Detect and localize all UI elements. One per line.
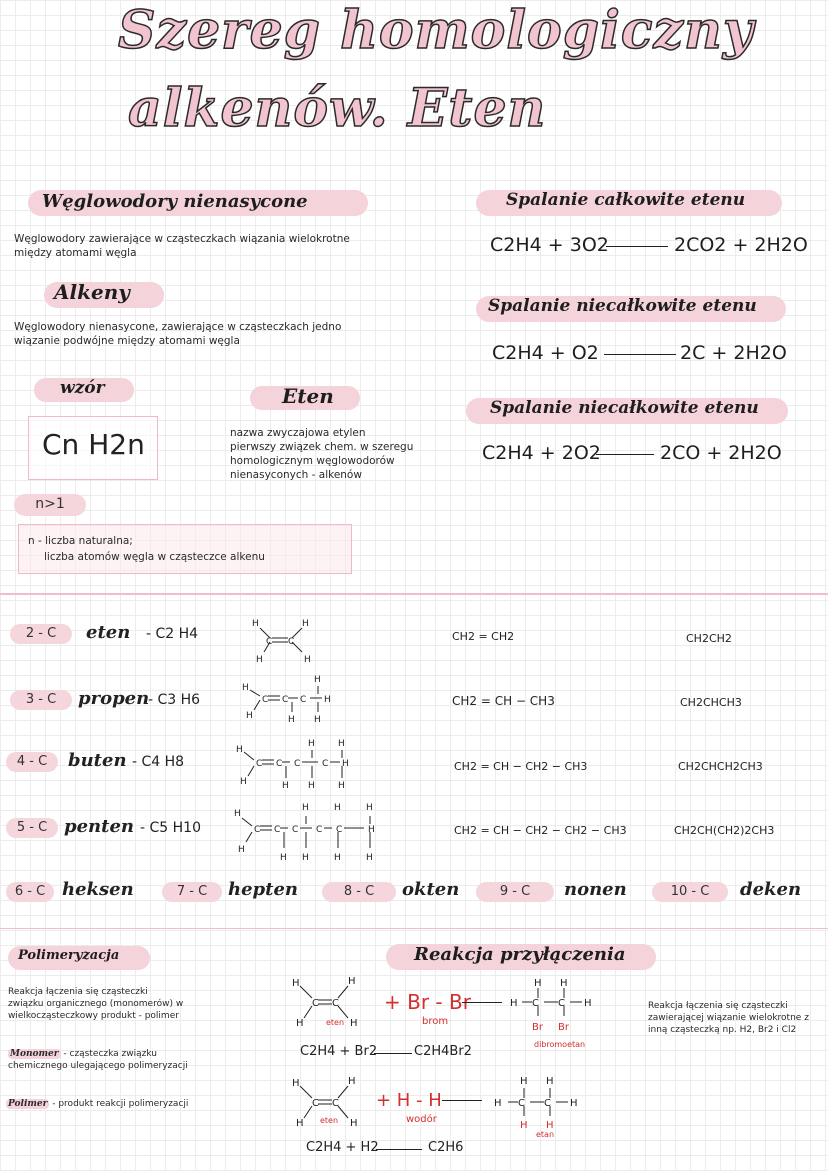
more-alkene-5-tag: 10 - C <box>652 882 728 902</box>
svg-text:H: H <box>252 619 259 629</box>
reaction-arrow <box>604 354 676 355</box>
unsaturated-heading: Węglowodory nienasycone <box>42 191 308 212</box>
svg-text:Br: Br <box>558 1022 569 1033</box>
svg-text:H: H <box>520 1120 528 1131</box>
addition-eq2-right: C2H6 <box>428 1140 464 1155</box>
svg-text:C: C <box>274 825 281 835</box>
svg-text:H: H <box>234 809 241 819</box>
combustion-1-right: 2CO2 + 2H2O <box>674 234 808 256</box>
series-row-1-name: eten <box>86 622 131 643</box>
svg-text:C: C <box>312 998 319 1009</box>
svg-text:H: H <box>570 1098 578 1109</box>
svg-text:H: H <box>324 695 331 705</box>
reaction-arrow <box>376 1149 422 1150</box>
formula-note-line2: liczba atomów węgla w cząsteczce alkenu <box>44 551 265 563</box>
addition-reagent-1-name: brom <box>422 1016 449 1027</box>
svg-text:H: H <box>292 1078 300 1089</box>
svg-text:H: H <box>348 976 356 987</box>
combustion-1-heading: Spalanie całkowite etenu <box>506 190 746 210</box>
reaction-arrow <box>596 454 654 455</box>
polymerization-heading: Polimeryzacja <box>18 948 120 963</box>
formula-note-box <box>18 524 352 574</box>
reaction-arrow <box>374 1053 412 1054</box>
ethene-text-line4: nienasyconych - alkenów <box>230 469 362 481</box>
monomer-term: Monomer <box>10 1049 59 1059</box>
monomer-definition: - cząsteczka związku chemicznego ulegającego polimeryzacji <box>8 1049 188 1071</box>
svg-text:C: C <box>276 759 283 769</box>
polymer-term: Polimer <box>8 1099 48 1109</box>
series-row-3-molecular: - C4 H8 <box>132 754 185 770</box>
svg-text:H: H <box>348 1076 356 1087</box>
reaction-arrow <box>442 1100 482 1101</box>
svg-text:C: C <box>294 759 301 769</box>
addition-reagent-1: + Br - Br <box>384 990 471 1014</box>
svg-text:C: C <box>288 637 295 647</box>
series-row-3-tag: 4 - C <box>6 752 58 772</box>
alkenes-heading: Alkeny <box>54 280 130 304</box>
more-alkene-1-name: heksen <box>62 879 134 900</box>
section-divider <box>0 593 828 595</box>
page-title-line2: alkenów. Eten <box>128 78 547 139</box>
svg-text:H: H <box>296 1018 304 1029</box>
ethene-text-line1: nazwa zwyczajowa etylen <box>230 427 366 439</box>
structural-formulas <box>228 608 408 878</box>
svg-text:H: H <box>242 683 249 693</box>
series-row-2-name: propen <box>78 688 150 709</box>
series-row-2-semi: CH2 = CH − CH3 <box>452 694 555 708</box>
series-row-1-semi: CH2 = CH2 <box>452 630 515 643</box>
svg-text:C: C <box>256 759 263 769</box>
more-alkene-4-tag: 9 - C <box>476 882 554 902</box>
svg-text:C: C <box>336 825 343 835</box>
series-row-2-condensed: CH2CHCH3 <box>680 696 742 709</box>
svg-text:C: C <box>312 1098 319 1109</box>
formula-condition: n>1 <box>14 494 86 516</box>
more-alkene-2-name: hepten <box>228 879 298 900</box>
svg-text:H: H <box>302 853 309 863</box>
addition-reagent-2-name: wodór <box>406 1114 437 1125</box>
addition-eq1-left: C2H4 + Br2 <box>300 1044 378 1059</box>
combustion-2-left: C2H4 + O2 <box>492 342 599 364</box>
formula-heading: wzór <box>60 378 105 398</box>
svg-text:H: H <box>560 978 568 989</box>
svg-text:H: H <box>368 825 375 835</box>
svg-text:H: H <box>546 1120 554 1131</box>
svg-text:C: C <box>292 825 299 835</box>
unsaturated-text: Węglowodory zawierające w cząsteczkach wiązania wielokrotne między atomami węgla <box>14 233 350 259</box>
series-row-4-semi: CH2 = CH − CH2 − CH2 − CH3 <box>454 824 627 837</box>
svg-text:H: H <box>308 781 315 791</box>
svg-text:H: H <box>494 1098 502 1109</box>
svg-text:Br: Br <box>532 1022 543 1033</box>
svg-text:H: H <box>520 1076 528 1087</box>
svg-text:H: H <box>246 711 253 721</box>
series-row-1-molecular: - C2 H4 <box>146 626 199 642</box>
combustion-3-heading: Spalanie niecałkowite etenu <box>490 398 759 418</box>
svg-text:H: H <box>236 745 243 755</box>
polymerization-definition: Reakcja łączenia się cząsteczki związku organicznego (monomerów) w wielkocząsteczkowy produkt - polimer <box>8 987 184 1021</box>
svg-text:H: H <box>302 619 309 629</box>
svg-text:H: H <box>584 998 592 1009</box>
svg-text:C: C <box>316 825 323 835</box>
reaction-arrow <box>462 1002 502 1003</box>
more-alkene-4-name: nonen <box>564 879 627 900</box>
svg-text:H: H <box>546 1076 554 1087</box>
svg-text:H: H <box>350 1118 358 1129</box>
series-row-3-name: buten <box>68 750 127 771</box>
ethene-text-line2: pierwszy związek chem. w szeregu <box>230 441 414 453</box>
series-row-2-molecular: - C3 H6 <box>148 692 201 708</box>
section-divider <box>0 928 828 929</box>
addition-eq2-left: C2H4 + H2 <box>306 1140 379 1155</box>
svg-text:C: C <box>532 998 539 1009</box>
series-row-1-tag: 2 - C <box>10 624 72 644</box>
addition-ethene-label-1: eten <box>326 1018 345 1027</box>
svg-text:H: H <box>292 978 300 989</box>
combustion-1-left: C2H4 + 3O2 <box>490 234 609 256</box>
formula-note-line1: n - liczba naturalna; <box>28 535 133 547</box>
svg-text:H: H <box>334 803 341 813</box>
svg-text:H: H <box>534 978 542 989</box>
series-row-3-condensed: CH2CHCH2CH3 <box>678 760 763 773</box>
svg-text:C: C <box>262 695 269 705</box>
more-alkene-2-tag: 7 - C <box>162 882 222 902</box>
svg-text:H: H <box>256 655 263 665</box>
more-alkene-3-name: okten <box>402 879 460 900</box>
svg-text:C: C <box>322 759 329 769</box>
addition-product-2-name: etan <box>536 1130 555 1139</box>
svg-text:H: H <box>510 998 518 1009</box>
series-row-4-molecular: - C5 H10 <box>140 820 201 836</box>
svg-text:C: C <box>332 1098 339 1109</box>
svg-text:H: H <box>338 781 345 791</box>
svg-text:H: H <box>288 715 295 725</box>
ethene-heading: Eten <box>282 384 334 408</box>
combustion-2-right: 2C + 2H2O <box>680 342 787 364</box>
svg-text:C: C <box>282 695 289 705</box>
more-alkene-1-tag: 6 - C <box>6 882 54 902</box>
general-formula: Cn H2n <box>42 428 145 461</box>
svg-text:C: C <box>332 998 339 1009</box>
ethene-text-line3: homologicznym węglowodorów <box>230 455 395 467</box>
series-row-4-tag: 5 - C <box>6 818 58 838</box>
addition-note: Reakcja łączenia się cząsteczki zawierającej wiązanie wielokrotne z inną cząsteczką np. H2, Br2 i Cl2 <box>648 1001 809 1035</box>
combustion-3-left: C2H4 + 2O2 <box>482 442 601 464</box>
svg-text:H: H <box>282 781 289 791</box>
combustion-2-heading: Spalanie niecałkowite etenu <box>488 296 757 316</box>
svg-text:H: H <box>302 803 309 813</box>
svg-text:H: H <box>342 759 349 769</box>
svg-text:C: C <box>558 998 565 1009</box>
svg-text:H: H <box>296 1118 304 1129</box>
reaction-arrow <box>606 246 668 247</box>
series-row-1-condensed: CH2CH2 <box>686 632 732 645</box>
series-row-4-condensed: CH2CH(CH2)2CH3 <box>674 824 775 837</box>
addition-product-1-name: dibromoetan <box>534 1040 586 1049</box>
svg-text:H: H <box>308 739 315 749</box>
svg-text:H: H <box>350 1018 358 1029</box>
svg-text:C: C <box>300 695 307 705</box>
series-row-3-semi: CH2 = CH − CH2 − CH3 <box>454 760 588 773</box>
svg-text:H: H <box>304 655 311 665</box>
svg-text:C: C <box>254 825 261 835</box>
addition-ethene-label-2: eten <box>320 1116 339 1125</box>
page-title-line1: Szereg homologiczny <box>118 0 755 61</box>
svg-text:C: C <box>266 637 273 647</box>
addition-heading: Reakcja przyłączenia <box>414 944 626 965</box>
svg-text:H: H <box>238 845 245 855</box>
svg-text:H: H <box>314 675 321 685</box>
addition-reagent-2: + H - H <box>376 1090 442 1111</box>
more-alkene-5-name: deken <box>740 879 802 900</box>
alkenes-text: Węglowodory nienasycone, zawierające w cząsteczkach jedno wiązanie podwójne między atomami węgla <box>14 321 342 347</box>
addition-eq1-right: C2H4Br2 <box>414 1044 472 1059</box>
svg-text:C: C <box>544 1098 551 1109</box>
polymer-definition: - produkt reakcji polimeryzacji <box>52 1099 189 1109</box>
combustion-3-right: 2CO + 2H2O <box>660 442 782 464</box>
svg-text:C: C <box>518 1098 525 1109</box>
svg-text:H: H <box>280 853 287 863</box>
svg-text:H: H <box>314 715 321 725</box>
series-row-4-name: penten <box>64 816 134 837</box>
svg-text:H: H <box>366 803 373 813</box>
svg-text:H: H <box>334 853 341 863</box>
svg-text:H: H <box>338 739 345 749</box>
svg-text:H: H <box>366 853 373 863</box>
svg-text:H: H <box>240 777 247 787</box>
series-row-2-tag: 3 - C <box>10 690 72 710</box>
more-alkene-3-tag: 8 - C <box>322 882 396 902</box>
